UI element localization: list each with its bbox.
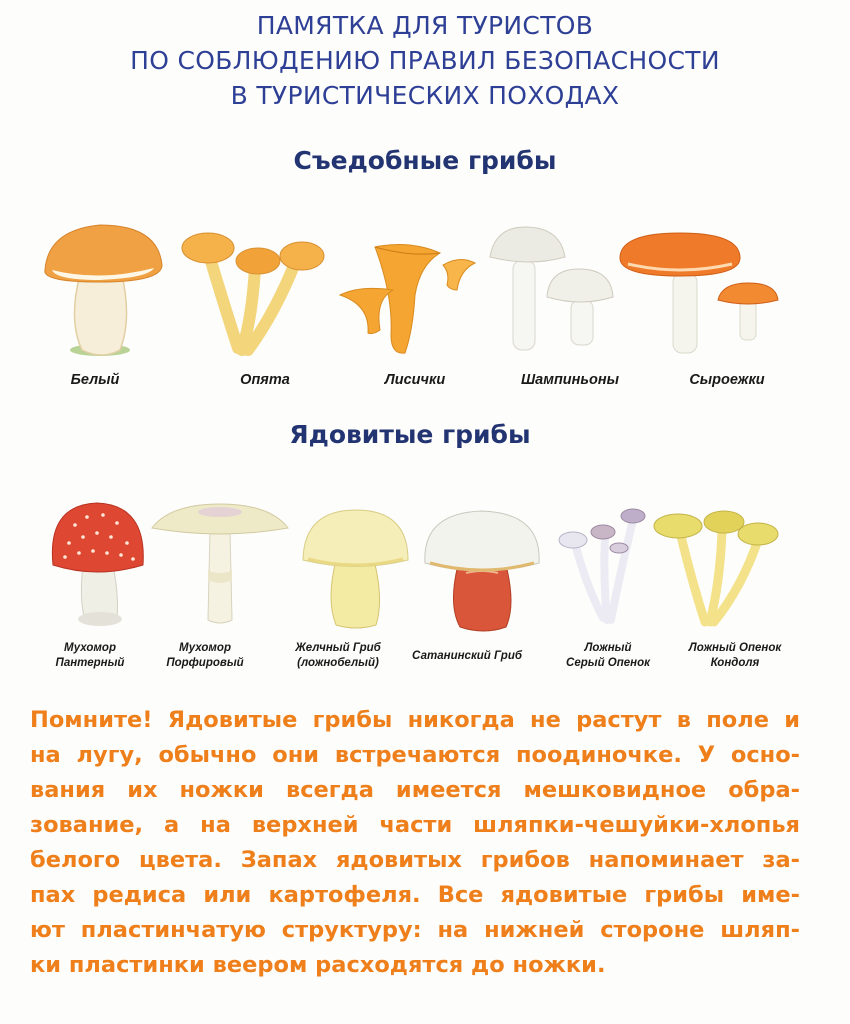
- edible-label-porcini: Белый: [70, 372, 120, 388]
- poison-label-false-honey-candolle: Ложный Опенок Кондоля: [688, 642, 782, 669]
- note-line: ки пластинки веером расходятся до ножки.: [30, 952, 606, 978]
- false-honey-candolle-image: [650, 502, 780, 627]
- champignon-image: [485, 225, 620, 360]
- poison-label-panther-cap: Мухомор Пантерный: [55, 642, 125, 669]
- poisonous-heading: Ядовитые грибы: [289, 420, 531, 449]
- note-line: вания их ножки всегда имеется мешковидное обра-: [30, 777, 800, 803]
- satans-bolete-image: [422, 505, 542, 635]
- title-line-1: ПАМЯТКА ДЛЯ ТУРИСТОВ: [256, 11, 594, 40]
- honey-mushroom-image: [180, 228, 330, 358]
- edible-label-russula: Сыроежки: [689, 372, 765, 388]
- warning-note: [30, 703, 800, 983]
- note-line: Помните! Ядовитые грибы никогда не растут в поле и: [30, 707, 800, 733]
- poison-label-satans-bolete: Сатанинский Гриб: [412, 650, 522, 662]
- title-line-2: ПО СОБЛЮДЕНИЮ ПРАВИЛ БЕЗОПАСНОСТИ: [130, 46, 720, 75]
- russula-image: [618, 228, 783, 363]
- edible-label-chanterelle: Лисички: [384, 372, 446, 388]
- note-line: белого цвета. Запах ядовитых грибов напоминает за-: [30, 847, 800, 873]
- page-title: [0, 8, 850, 113]
- poison-label-false-gray-honey: Ложный Серый Опенок: [566, 642, 650, 669]
- chanterelle-image: [335, 235, 485, 360]
- panther-cap-image: [45, 495, 150, 630]
- poison-label-porphyry: Мухомор Порфировый: [166, 642, 244, 669]
- note-line: пах редиса или картофеля. Все ядовитые грибы име-: [30, 882, 800, 908]
- porphyry-amanita-image: [150, 500, 290, 630]
- note-line: на лугу, обычно они встречаются поодиночке. У осно-: [30, 742, 800, 768]
- note-line: ют пластинчатую структуру: на нижней стороне шляп-: [30, 917, 800, 943]
- edible-label-champignon: Шампиньоны: [520, 372, 620, 388]
- bitter-bolete-image: [298, 505, 413, 630]
- poison-label-bitter-bolete: Желчный Гриб (ложнобелый): [295, 642, 381, 669]
- edible-heading: Съедобные грибы: [293, 146, 557, 175]
- title-line-3: В ТУРИСТИЧЕСКИХ ПОХОДАХ: [230, 81, 620, 110]
- porcini-image: [40, 220, 170, 360]
- note-line: зование, а на верхней части шляпки-чешуйки-хлопья: [30, 812, 800, 838]
- edible-label-honey-mushroom: Опята: [240, 372, 290, 388]
- false-gray-honey-image: [555, 498, 660, 628]
